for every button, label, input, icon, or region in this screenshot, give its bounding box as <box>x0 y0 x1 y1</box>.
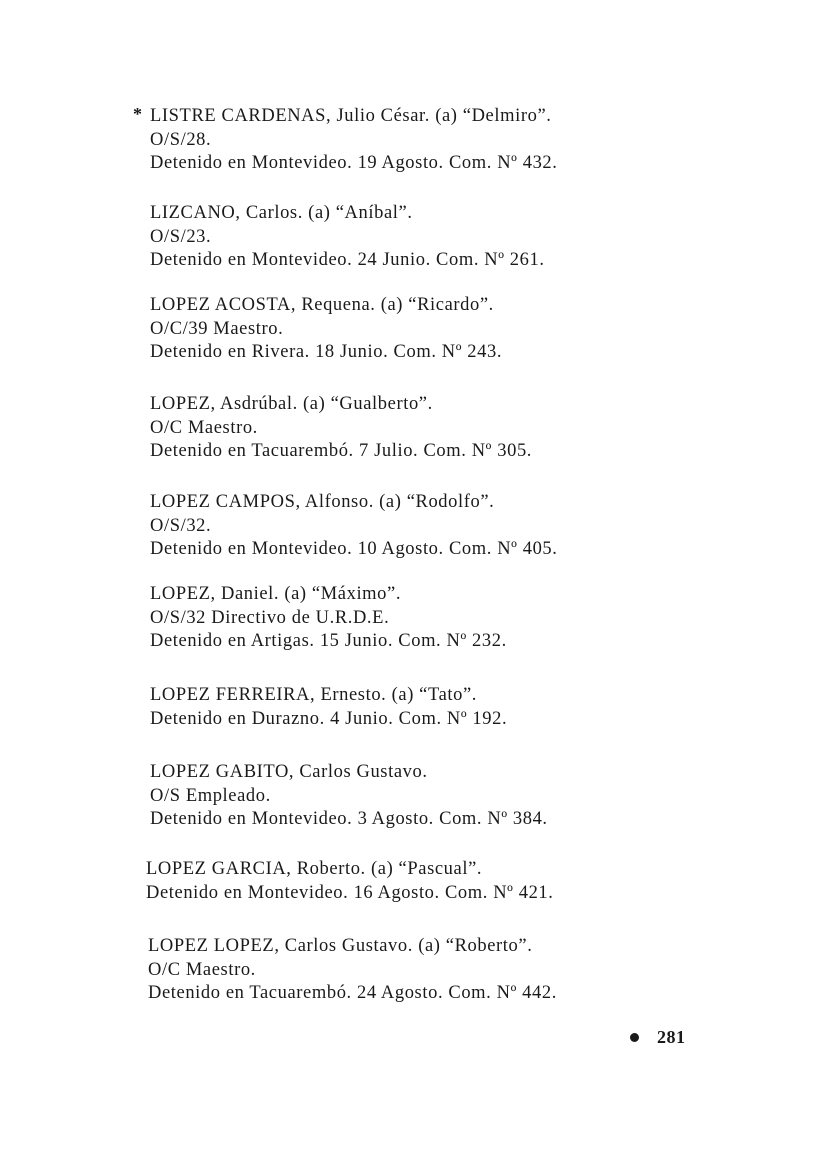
entry-name: LOPEZ GARCIA, Roberto. (a) “Pascual”. <box>146 859 483 879</box>
entry-lopez-asdrubal <box>150 393 532 464</box>
asterisk-marker: * <box>133 104 143 124</box>
entry-role: O/S/32 Directivo de U.R.D.E. <box>150 607 390 628</box>
entry-role: O/S/28. <box>150 129 212 150</box>
entry-detention: Detenido en Tacuarembó. 24 Agosto. Com. Nº 442. <box>148 983 557 1003</box>
entry-lopez-campos <box>150 491 558 562</box>
entry-lopez-daniel <box>150 583 507 654</box>
bullet-icon <box>630 1033 639 1042</box>
entry-detention: Detenido en Montevideo. 10 Agosto. Com. Nº 405. <box>150 539 558 559</box>
entry-lopez-gabito <box>150 761 548 832</box>
entry-listre-cardenas <box>133 104 558 176</box>
page-footer <box>630 1027 686 1048</box>
entry-name: LOPEZ, Asdrúbal. (a) “Gualberto”. <box>150 394 433 414</box>
entry-name: LOPEZ ACOSTA, Requena. (a) “Ricardo”. <box>150 295 494 315</box>
entry-role: O/C/39 Maestro. <box>150 318 284 339</box>
entry-role: O/S/23. <box>150 226 212 247</box>
entry-name: LIZCANO, Carlos. (a) “Aníbal”. <box>150 203 413 223</box>
entry-name: LOPEZ LOPEZ, Carlos Gustavo. (a) “Roberto”. <box>148 936 533 956</box>
entry-lopez-ferreira <box>150 684 507 731</box>
entry-detention: Detenido en Tacuarembó. 7 Julio. Com. Nº 305. <box>150 441 533 461</box>
entry-role: O/S/32. <box>150 515 212 536</box>
entry-detention: Detenido en Montevideo. 3 Agosto. Com. Nº 384. <box>150 809 548 829</box>
entry-role: O/S Empleado. <box>150 785 271 806</box>
entry-lopez-acosta <box>150 294 502 365</box>
entry-lopez-lopez <box>148 935 557 1006</box>
entry-role: O/C Maestro. <box>150 417 258 438</box>
entry-detention: Detenido en Artigas. 15 Junio. Com. Nº 232. <box>150 631 507 651</box>
entry-lopez-garcia <box>146 858 554 905</box>
entry-name: LOPEZ FERREIRA, Ernesto. (a) “Tato”. <box>150 685 478 705</box>
entry-name: LOPEZ, Daniel. (a) “Máximo”. <box>150 584 402 604</box>
entry-detention: Detenido en Montevideo. 16 Agosto. Com. Nº 421. <box>146 882 554 903</box>
entry-detention: Detenido en Montevideo. 24 Junio. Com. Nº 261. <box>150 250 545 270</box>
page-number: 281 <box>657 1027 686 1047</box>
entry-name: LISTRE CARDENAS, Julio César. (a) “Delmiro”. <box>150 106 552 126</box>
entry-name: LOPEZ CAMPOS, Alfonso. (a) “Rodolfo”. <box>150 492 495 512</box>
entry-detention: Detenido en Montevideo. 19 Agosto. Com. Nº 432. <box>150 153 558 173</box>
entry-lizcano <box>150 202 545 273</box>
entry-name: LOPEZ GABITO, Carlos Gustavo. <box>150 762 428 782</box>
entry-role: O/C Maestro. <box>148 959 256 980</box>
entry-detention: Detenido en Durazno. 4 Junio. Com. Nº 192. <box>150 708 508 729</box>
entry-detention: Detenido en Rivera. 18 Junio. Com. Nº 243. <box>150 342 503 362</box>
